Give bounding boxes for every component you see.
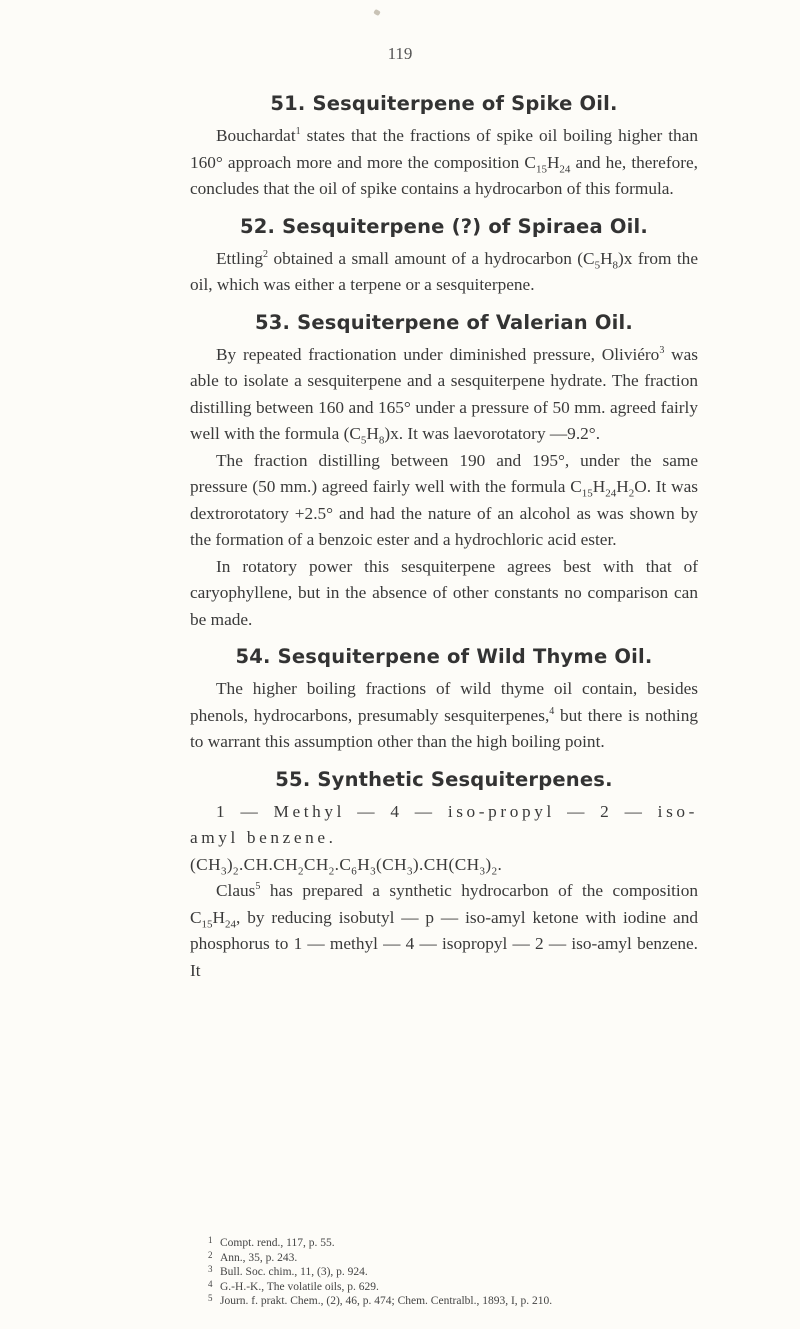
footnote: 1 Compt. rend., 117, p. 55. [208,1235,335,1249]
paragraph: In rotatory power this sesquiterpene agrees best with that of caryophyllene, but in the absence of other constants no comparison can be made. [190,556,698,629]
paper-speck [373,9,381,16]
page-number: 119 [387,44,413,63]
paragraph: Bouchardat$^1$ states that the fractions of spike oil boiling higher than 160° approach more and more the composition $C_{15}H_{24}$ and he, therefore, concludes that the oil of spike contains a hydrocarbon of this formula. [190,126,698,198]
footnote: 5 Journ. f. prakt. Chem., (2), 46, p. 474; Chem. Centralbl., 1893, I, p. 210. [208,1293,553,1307]
section-51 [190,92,698,203]
section-title: 52. Sesquiterpene (?) of Spiraea Oil. [240,214,648,238]
footnote-ref[interactable]: 5 [255,881,261,893]
paragraph: By repeated fractionation under diminished pressure, Oliviéro$^3$ was able to isolate a sesquiterpene and a sesquiterpene hydrate. The fraction distilling between 160 and 165° under a pressure of 50 mm. agreed fairly well with the formula $(C_5H_8)x$. It was laevorotatory —9.2°. [190,344,698,447]
section-55 [190,768,698,985]
footnote: 2 Ann., 35, p. 243. [208,1249,298,1264]
section-title: 51. Sesquiterpene of Spike Oil. [270,92,618,115]
footnote-ref[interactable]: 2 [263,248,269,260]
section-title: 54. Sesquiterpene of Wild Thyme Oil. [235,645,653,668]
section-title: 53. Sesquiterpene of Valerian Oil. [254,310,634,334]
paragraph: Claus$^5$ has prepared a synthetic hydrocarbon of the composition $C_{15}H_{24}$, by reducing isobutyl — p — iso-amyl ketone with iodine and phosphorus to 1 — methyl — 4 — isopropyl — 2 — iso-amyl benzene. It [190,881,698,980]
section-title: 55. Synthetic Sesquiterpenes. [275,767,613,791]
paragraph: Ettling$^2$ obtained a small amount of a hydrocarbon $(C_5H_8)x$ from the oil, which was either a terpene or a sesquiterpene. [190,248,698,294]
compound-name: 1 — Methyl — 4 — iso-propyl — 2 — iso-amyl benzene. [190,801,698,847]
section-52 [190,215,698,299]
footnote-ref[interactable]: 4 [549,705,555,717]
footnote: 4 G.-H.-K., The volatile oils, p. 629. [208,1278,379,1293]
section-53 [190,311,698,634]
paragraph: The higher boiling fractions of wild thyme oil contain, besides phenols, hydrocarbons, presumably sesquiterpenes,$^4$ but there is nothing to warrant this assumption other than the high boiling point. [190,679,698,751]
footnotes [208,1236,768,1309]
footnote-ref[interactable]: 1 [295,126,301,138]
page-body [190,92,698,996]
footnote: 3 Bull. Soc. chim., 11, (3), p. 924. [208,1264,368,1278]
structural-formula: $(CH_3)_2.CH.CH_2CH_2.C_6H_3(CH_3).CH(CH_3)_2$. [190,854,503,877]
section-54 [190,645,698,756]
paragraph: The fraction distilling between 190 and 195°, under the same pressure (50 mm.) agreed fairly well with the formula $C_{15}H_{24}H_2O$. It was dextrorotatory +2.5° and had the nature of an alcohol as was shown by the formation of a benzoic ester and a hydrochloric acid ester. [190,450,698,549]
footnote-ref[interactable]: 3 [659,344,665,356]
